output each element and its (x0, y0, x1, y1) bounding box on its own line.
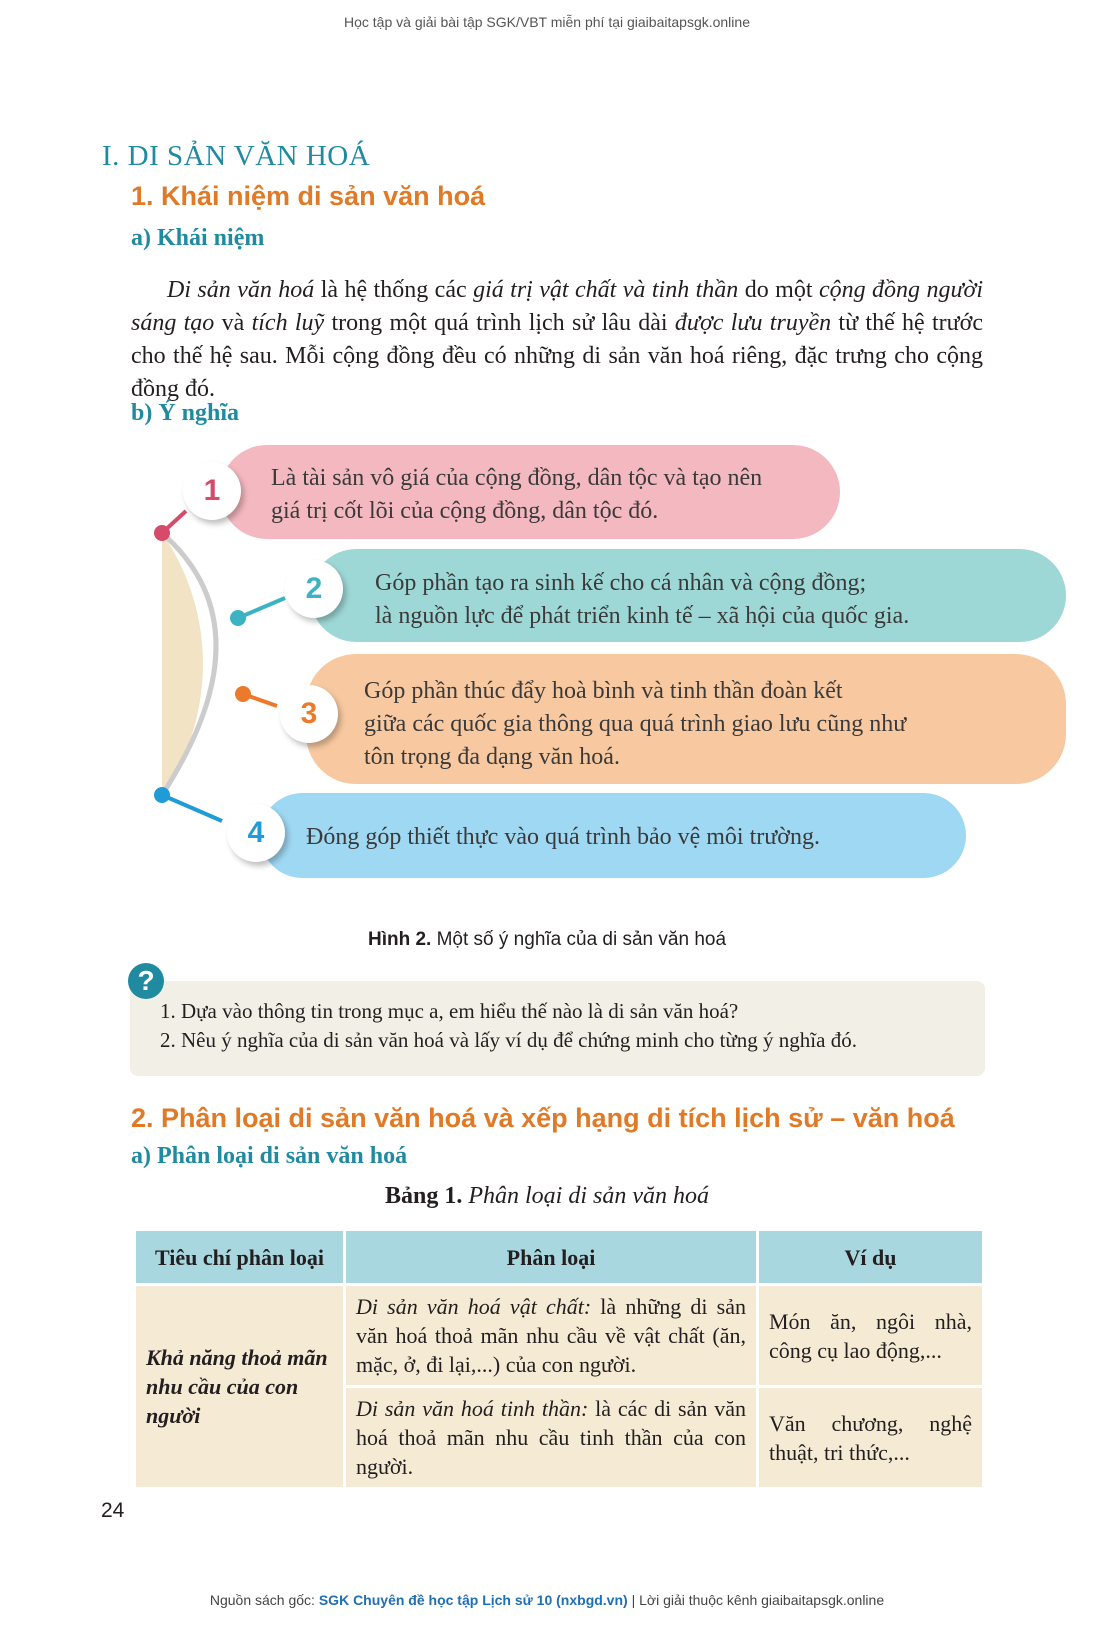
footer-source-link[interactable]: SGK Chuyên đề học tập Lịch sử 10 (nxbgd.vn) (318, 1592, 628, 1608)
paragraph-run: trong một quá trình lịch sử lâu dài (324, 310, 675, 336)
question-icon: ? (128, 963, 164, 999)
subsection-2a-title: a) Phân loại di sản văn hoá (131, 1143, 408, 1169)
subsection-1b-title: b) Ý nghĩa (131, 400, 240, 426)
table-caption: Bảng 1. Phân loại di sản văn hoá (384, 1183, 709, 1209)
meaning-text-3: Góp phần thúc đẩy hoà bình và tinh thần đoàn kết giữa các quốc gia thông qua quá trình giao lưu cũng như tôn trọng đa dạng văn hoá. (364, 678, 907, 770)
paragraph-run: và (214, 310, 252, 336)
header-note: Học tập và giải bài tập SGK/VBT miễn phí tại giaibaitapsgk.online (344, 14, 750, 30)
meaning-text-4: Đóng góp thiết thực vào quá trình bảo vệ môi trường. (306, 824, 820, 850)
paragraph-run: Di sản văn hoá (167, 277, 315, 303)
subsection-1a-title: a) Khái niệm (131, 225, 265, 251)
meaning-number-2: 2 (285, 560, 343, 618)
header-criterion: Tiêu chí phân loại (136, 1231, 343, 1283)
paragraph-run: tích luỹ (251, 310, 325, 336)
meaning-number-3: 3 (280, 685, 338, 743)
header-classification: Phân loại (346, 1231, 756, 1283)
example-cell: Văn chương, nghệ thuật, tri thức,... (759, 1388, 982, 1487)
subsection-1-title: 1. Khái niệm di sản văn hoá (131, 181, 486, 211)
question-2: 2. Nêu ý nghĩa của di sản văn hoá và lấy ví dụ để chứng minh cho từng ý nghĩa đó. (160, 1028, 857, 1052)
paragraph-run: từ thế hệ trước cho thế hệ sau. Mỗi cộng đồng đều có những di sản văn hoá riêng, đặc trưng cho cộng đồng đó. (131, 310, 983, 402)
footer-note: Nguồn sách gốc: SGK Chuyên đề học tập Lịch sử 10 (nxbgd.vn) | Lời giải thuộc kênh giaibaitapsgk.online (209, 1592, 885, 1608)
classification-cell: Di sản văn hoá tinh thần: là các di sản văn hoá thoả mãn nhu cầu tinh thần của con người. (346, 1388, 756, 1487)
table-row (136, 1286, 982, 1385)
figure-caption: Hình 2. Một số ý nghĩa của di sản văn hoá (367, 929, 727, 950)
definition-paragraph (131, 274, 983, 406)
header-example: Ví dụ (759, 1231, 982, 1283)
classification-cell: Di sản văn hoá vật chất: là những di sản văn hoá thoả mãn nhu cầu về vật chất (ăn, mặc, ở, đi lại,...) của con người. (346, 1286, 756, 1385)
question-1: 1. Dựa vào thông tin trong mục a, em hiểu thế nào là di sản văn hoá? (160, 999, 739, 1023)
meaning-figure (120, 458, 1000, 928)
example-cell: Món ăn, ngôi nhà, công cụ lao động,... (759, 1286, 982, 1385)
meaning-number-1: 1 (183, 462, 241, 520)
table-header-row (136, 1231, 982, 1283)
meaning-number-4: 4 (227, 804, 285, 862)
page-number: 24 (101, 1499, 125, 1522)
paragraph-run: được lưu truyền (674, 310, 832, 336)
paragraph-run: giá trị vật chất và tinh thần (473, 277, 739, 303)
criterion-cell: Khả năng thoả mãn nhu cầu của con người (136, 1286, 343, 1487)
paragraph-run: là hệ thống các (314, 277, 474, 303)
meaning-text-1: Là tài sản vô giá của cộng đồng, dân tộc và tạo nên giá trị cốt lõi của cộng đồng, dân tộc đó. (271, 465, 763, 524)
paragraph-run: do một (738, 277, 819, 303)
section-title: I. DI SẢN VĂN HOÁ (102, 140, 371, 172)
classification-table (133, 1228, 985, 1490)
meaning-text-2: Góp phần tạo ra sinh kế cho cá nhân và cộng đồng; là nguồn lực để phát triển kinh tế – xã hội của quốc gia. (375, 570, 910, 629)
subsection-2-title: 2. Phân loại di sản văn hoá và xếp hạng di tích lịch sử – văn hoá (131, 1103, 955, 1133)
paragraph-run: cộng đồng người sáng tạo (131, 277, 984, 336)
